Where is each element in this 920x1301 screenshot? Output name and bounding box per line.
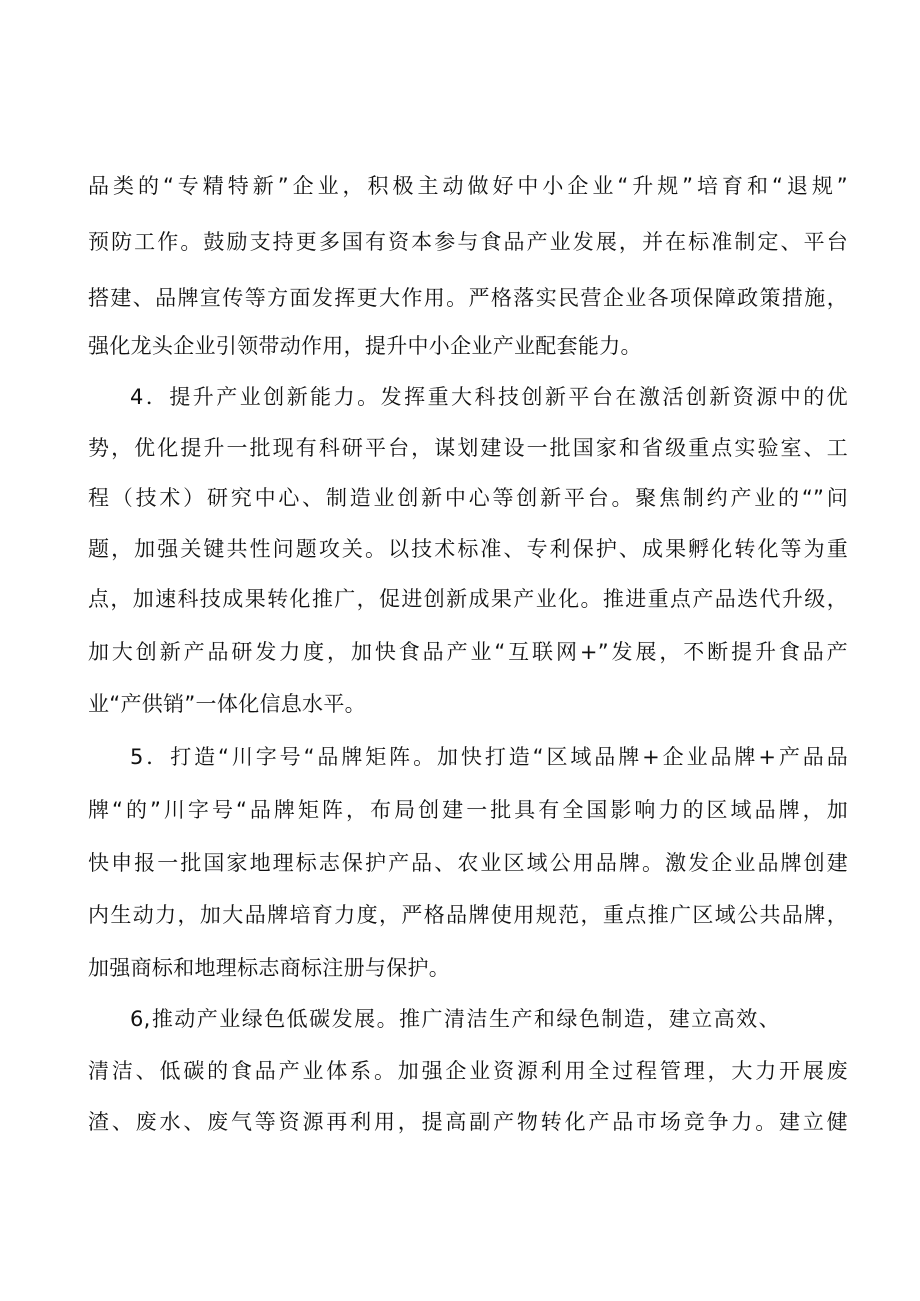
paragraph-line: 题，加强关键共性问题攻关。以技术标准、专利保护、成果孵化转化等为重 xyxy=(88,537,848,561)
paragraph-line: 加大创新产品研发力度，加快食品产业“互联网+”发展，不断提升食品产 xyxy=(88,640,848,664)
paragraph-line: 6,推动产业绿色低碳发展。推广清洁生产和绿色制造，建立高效、 xyxy=(130,1007,780,1031)
paragraph-line: 业“产供销”一体化信息水平。 xyxy=(88,692,366,716)
paragraph-line: 渣、废水、废气等资源再利用，提高副产物转化产品市场竞争力。建立健 xyxy=(88,1110,848,1134)
paragraph-line: 快申报一批国家地理标志保护产品、农业区域公用品牌。激发企业品牌创建 xyxy=(88,851,848,875)
paragraph-line: 搭建、品牌宣传等方面发挥更大作用。严格落实民营企业各项保障政策措施， xyxy=(88,286,848,310)
paragraph-line: 牌“的”川字号“品牌矩阵，布局创建一批具有全国影响力的区域品牌，加 xyxy=(88,798,848,822)
paragraph-line: 内生动力，加大品牌培育力度，严格品牌使用规范，重点推广区域公共品牌， xyxy=(88,903,848,927)
paragraph-line: 点，加速科技成果转化推广，促进创新成果产业化。推进重点产品迭代升级， xyxy=(88,587,848,611)
paragraph-line: 预防工作。鼓励支持更多国有资本参与食品产业发展，并在标准制定、平台 xyxy=(88,230,848,254)
paragraph-line: 强化龙头企业引领带动作用，提升中小企业产业配套能力。 xyxy=(88,334,642,358)
paragraph-line: 加强商标和地理标志商标注册与保护。 xyxy=(88,956,451,980)
paragraph-line: 清洁、低碳的食品产业体系。加强企业资源利用全过程管理，大力开展废 xyxy=(88,1059,848,1083)
paragraph-line: 4．提升产业创新能力。发挥重大科技创新平台在激活创新资源中的优 xyxy=(130,385,848,409)
paragraph-line: 5．打造“川字号“品牌矩阵。加快打造“区域品牌+企业品牌+产品品 xyxy=(130,745,848,769)
paragraph-line: 势，优化提升一批现有科研平台，谋划建设一批国家和省级重点实验室、工 xyxy=(88,436,848,460)
paragraph-line: 程（技术）研究中心、制造业创新中心等创新平台。聚焦制约产业的“”问 xyxy=(88,486,848,510)
paragraph-line: 品类的“专精特新”企业，积极主动做好中小企业“升规”培育和“退规” xyxy=(88,174,848,198)
